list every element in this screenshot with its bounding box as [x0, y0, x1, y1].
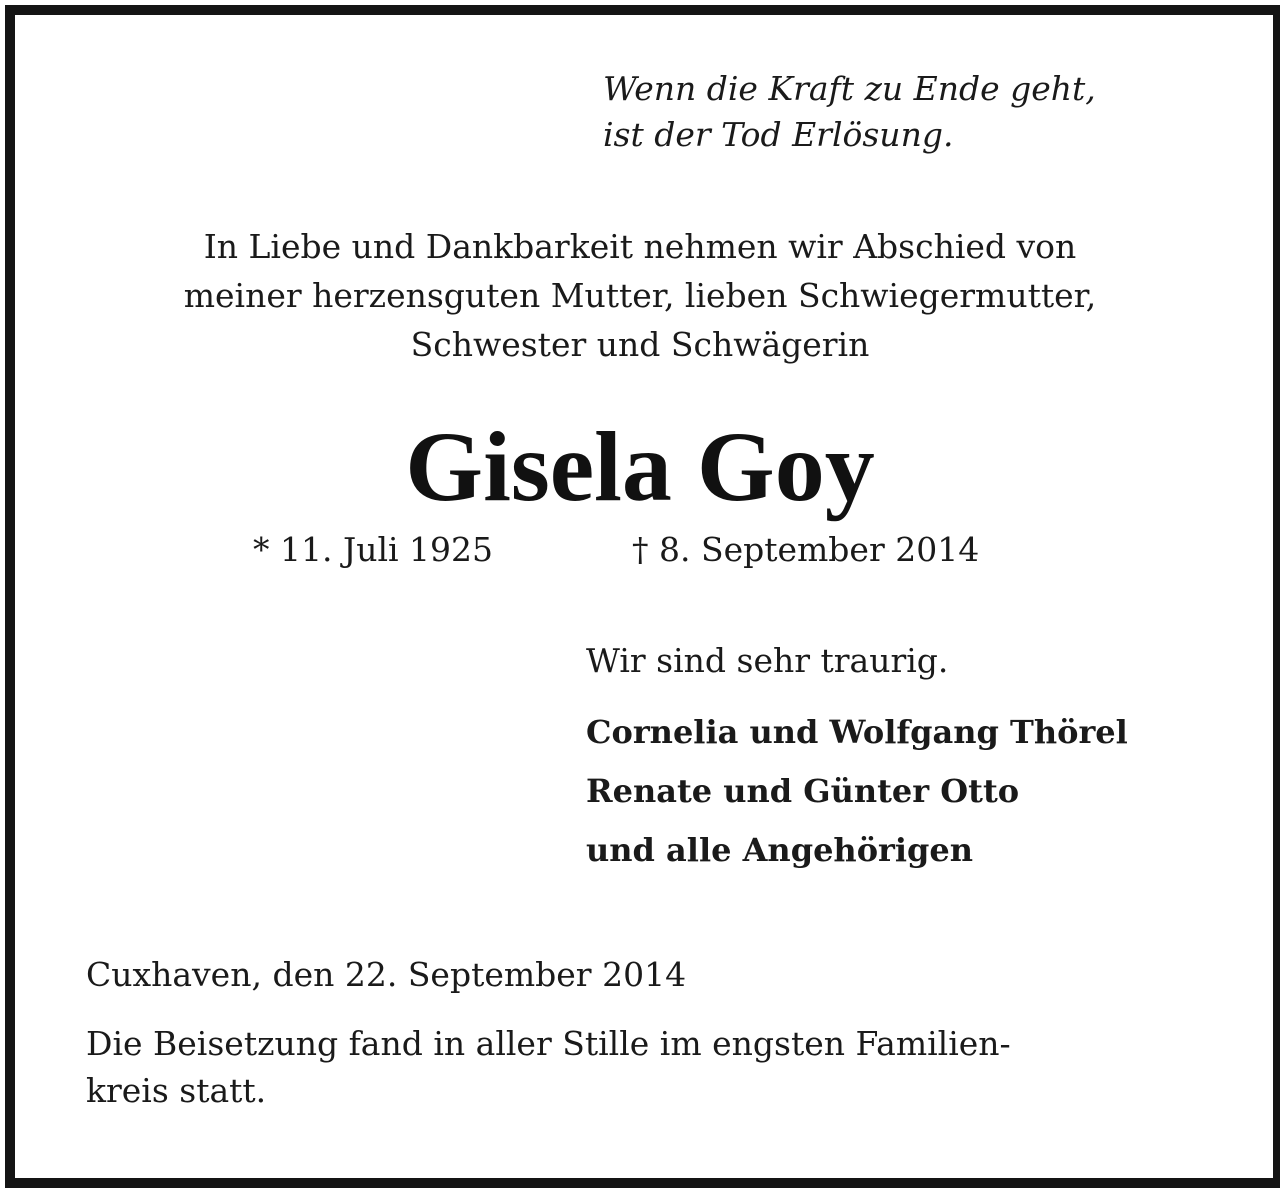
mourners-list — [586, 703, 1128, 880]
mourner-name: Cornelia und Wolfgang Thörel — [586, 713, 1128, 751]
intro-line: In Liebe und Dankbarkeit nehmen wir Abschied von — [203, 227, 1077, 266]
burial-notice — [86, 1020, 1011, 1114]
obituary-frame — [5, 5, 1280, 1188]
burial-line: Die Beisetzung fand in aller Stille im engsten Familien- — [86, 1024, 1011, 1063]
motto-line: ist der Tod Erlösung. — [603, 115, 954, 154]
mourner-name: Renate und Günter Otto — [586, 772, 1020, 810]
intro-line: meiner herzensguten Mutter, lieben Schwiegermutter, — [183, 276, 1097, 315]
mourner-name: und alle Angehörigen — [586, 831, 974, 869]
place-and-date: Cuxhaven, den 22. September 2014 — [86, 955, 687, 994]
intro-line: Schwester und Schwägerin — [410, 325, 870, 364]
birth-date: * 11. Juli 1925 — [253, 530, 494, 569]
motto-quote — [603, 66, 1096, 158]
mourning-statement: Wir sind sehr traurig. — [586, 641, 949, 680]
motto-line: Wenn die Kraft zu Ende geht, — [603, 69, 1096, 108]
burial-line: kreis statt. — [86, 1071, 267, 1110]
death-date: † 8. September 2014 — [632, 530, 980, 569]
deceased-name: Gisela Goy — [405, 411, 875, 522]
intro-text — [0, 222, 1280, 369]
